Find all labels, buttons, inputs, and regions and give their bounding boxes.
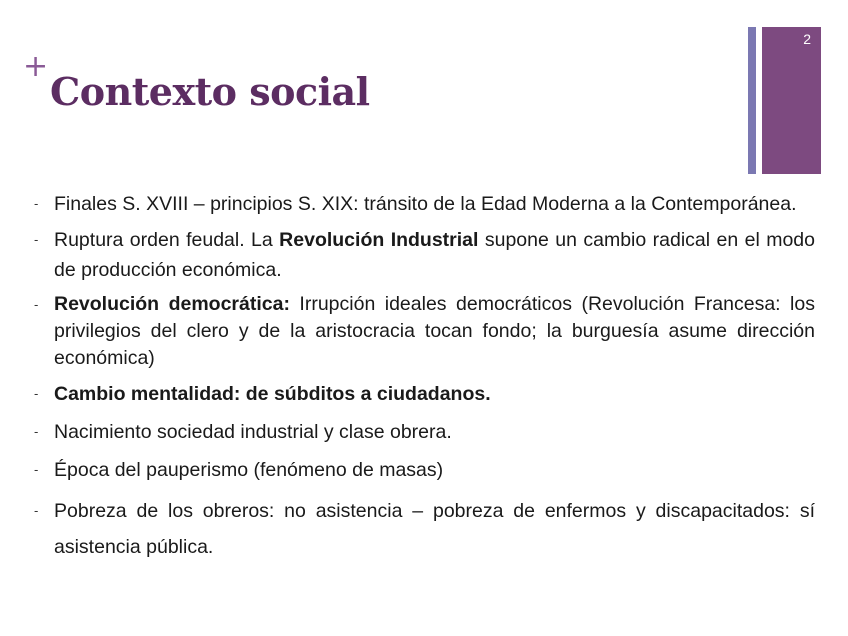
- bullet-text-bold: Revolución Industrial: [279, 229, 479, 251]
- bullet-text-bold: Cambio mentalidad: de súbditos a ciudadanos.: [54, 383, 491, 405]
- bullet-dash: -: [34, 232, 39, 247]
- bullet-item: [34, 379, 815, 409]
- decorative-bar-thin: [748, 27, 756, 174]
- bullet-dash: -: [34, 297, 39, 312]
- bullet-dash: -: [34, 424, 39, 439]
- bullet-text: Irrupción ideales democráticos (Revolución Francesa: los privilegios del clero y de la aristocracia tocan fondo; la burguesía asume dirección económica): [54, 293, 815, 369]
- bullet-item: [34, 493, 815, 565]
- bullet-dash: -: [34, 386, 39, 401]
- bullet-text: Ruptura orden feudal. La: [54, 229, 280, 251]
- bullet-item: [34, 291, 815, 372]
- plus-icon: +: [23, 49, 49, 84]
- bullet-item: [34, 417, 815, 447]
- bullet-list: [34, 189, 815, 565]
- bullet-dash: -: [34, 503, 39, 518]
- bullet-item: [34, 455, 815, 485]
- bullet-item: [34, 225, 815, 285]
- bullet-dash: -: [34, 196, 39, 211]
- slide-title: Contexto social: [50, 69, 370, 114]
- bullet-text: Nacimiento sociedad industrial y clase obrera.: [54, 421, 452, 443]
- bullet-text: Pobreza de los obreros: no asistencia – pobreza de enfermos y discapacitados: sí asistencia pública.: [54, 500, 815, 558]
- bullet-text-bold: Revolución democrática:: [54, 293, 290, 315]
- bullet-text: Época del pauperismo (fenómeno de masas): [54, 459, 444, 481]
- bullet-text: supone un cambio radical en el modo de producción económica.: [54, 229, 816, 281]
- bullet-text: Finales S. XVIII – principios S. XIX: tránsito de la Edad Moderna a la Contemporánea.: [54, 193, 797, 215]
- bullet-dash: -: [34, 462, 39, 477]
- page-number: 2: [803, 31, 811, 47]
- decorative-bar-wide: [762, 27, 821, 174]
- bullet-item: [34, 189, 815, 219]
